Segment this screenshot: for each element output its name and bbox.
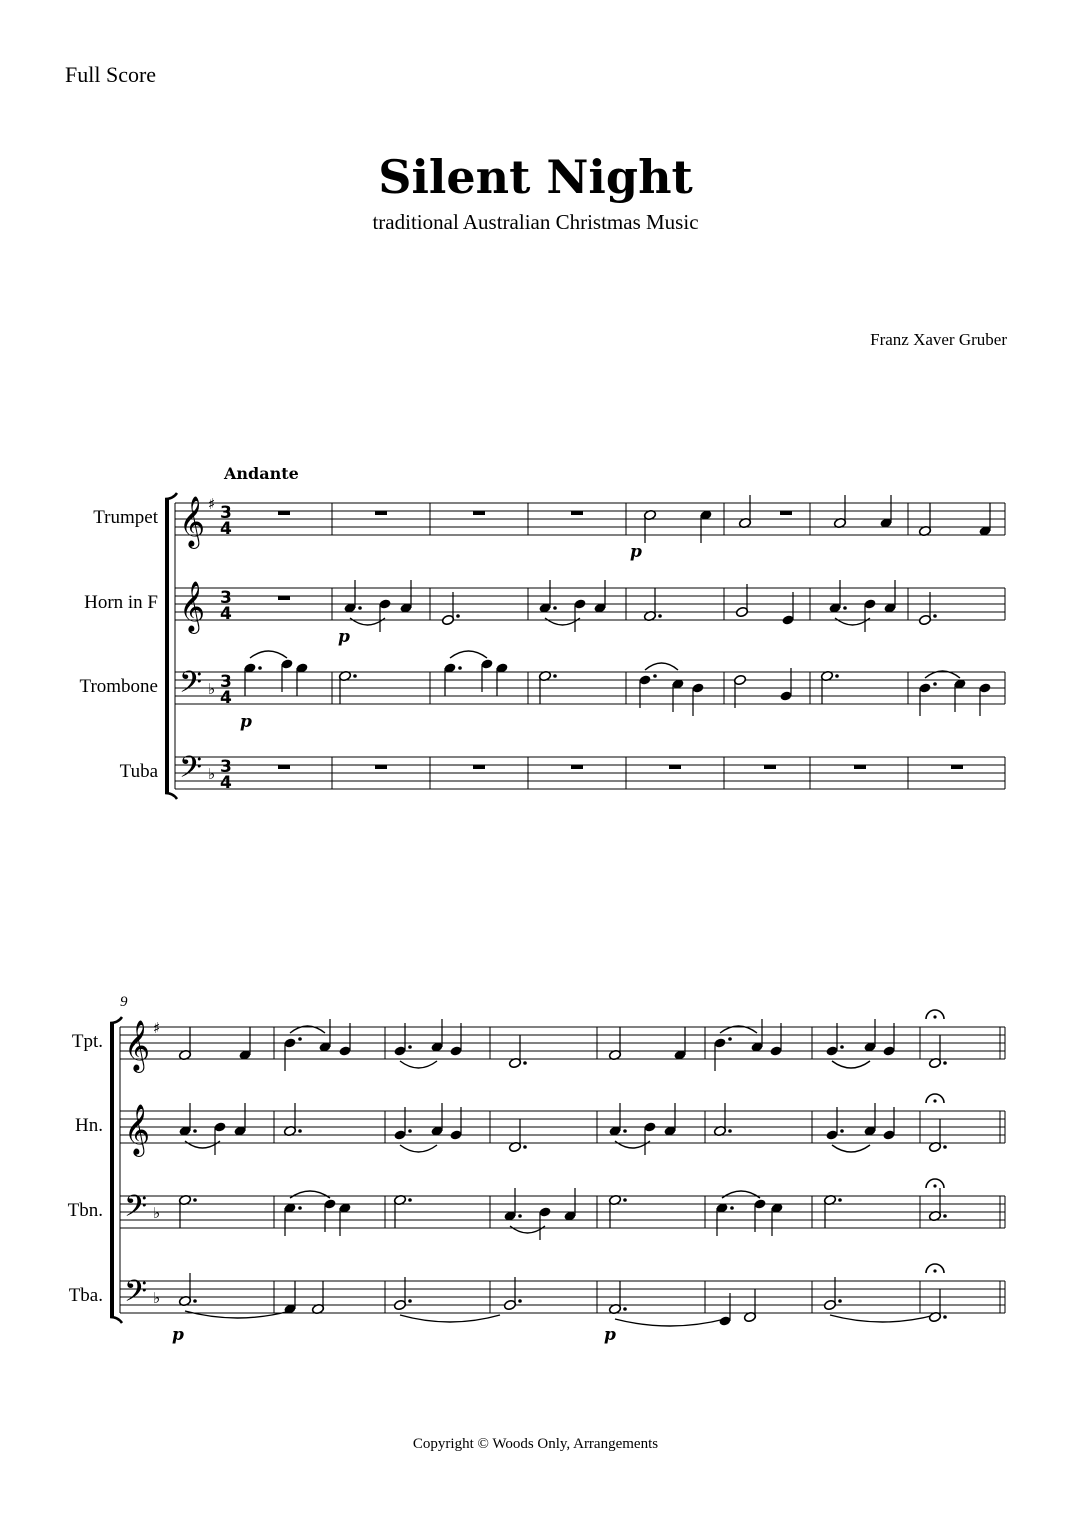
whole-rest — [278, 511, 290, 515]
instrument-label-trombone: Trombone — [79, 676, 158, 697]
sharp-icon: ♯ — [153, 1019, 161, 1037]
instrument-label-tuba: Tuba — [119, 761, 158, 782]
instrument-label-trumpet: Trumpet — [93, 507, 158, 528]
slur — [450, 651, 487, 658]
dot — [933, 682, 937, 686]
bracket-top — [165, 493, 177, 499]
flat-icon: ♭ — [153, 1204, 161, 1222]
bass-clef-icon: 𝄢 — [179, 751, 203, 792]
dot — [298, 1206, 302, 1210]
slur — [400, 1315, 500, 1322]
time-signature-top: 3 — [220, 588, 232, 608]
composer-name: Franz Xaver Gruber — [870, 330, 1007, 349]
whole-rest — [571, 765, 583, 769]
dot — [840, 1129, 844, 1133]
dot — [298, 1129, 302, 1133]
whole-rest — [473, 511, 485, 515]
dot — [408, 1299, 412, 1303]
dot — [553, 674, 557, 678]
treble-clef-icon: 𝄞 — [179, 581, 206, 632]
fermata-dot — [933, 1099, 936, 1102]
system-1 — [165, 493, 1005, 799]
whole-rest — [278, 596, 290, 600]
page-subtitle: traditional Australian Christmas Music — [372, 210, 699, 234]
slur — [722, 1191, 760, 1198]
bracket-top — [110, 1017, 122, 1023]
time-signature-bottom: 4 — [220, 688, 232, 708]
treble-clef-icon: 𝄞 — [124, 1020, 151, 1071]
dot — [838, 1198, 842, 1202]
dot — [553, 606, 557, 610]
whole-rest — [375, 765, 387, 769]
slur — [400, 1061, 437, 1068]
slur — [400, 1145, 437, 1152]
slur — [250, 651, 287, 658]
dynamic-marking: p — [338, 627, 350, 647]
dot — [843, 606, 847, 610]
slur — [290, 1191, 330, 1198]
bass-clef-icon: 𝄢 — [124, 1275, 148, 1316]
dot — [353, 674, 357, 678]
dot — [518, 1299, 522, 1303]
page-title: Silent Night — [378, 150, 693, 204]
instrument-label-horn: Horn in F — [84, 592, 158, 613]
system-2 — [110, 1010, 1005, 1345]
dot — [623, 1129, 627, 1133]
dot — [458, 666, 462, 670]
full-score-label: Full Score — [65, 62, 157, 87]
time-signature-top: 3 — [220, 672, 232, 692]
dot — [943, 1145, 947, 1149]
dot — [298, 1037, 302, 1041]
slur — [832, 1061, 870, 1068]
dynamic-marking: p — [172, 1325, 184, 1345]
dynamic-marking: p — [604, 1325, 616, 1345]
dot — [840, 1045, 844, 1049]
dot — [523, 1061, 527, 1065]
dot — [728, 1037, 732, 1041]
dot — [623, 1198, 627, 1202]
dot — [408, 1198, 412, 1202]
dot — [730, 1206, 734, 1210]
flat-icon: ♭ — [153, 1289, 161, 1307]
time-signature-bottom: 4 — [220, 604, 232, 624]
sharp-icon: ♯ — [208, 495, 216, 513]
copyright-footer: Copyright © Woods Only, Arrangements — [412, 1436, 659, 1452]
dot — [358, 606, 362, 610]
bracket-bottom — [165, 793, 177, 799]
flat-icon: ♭ — [208, 765, 216, 783]
dot — [408, 1045, 412, 1049]
whole-rest — [780, 511, 792, 515]
instrument-label-tba: Tba. — [68, 1285, 103, 1306]
fermata-dot — [933, 1184, 936, 1187]
instrument-label-hn: Hn. — [75, 1115, 103, 1136]
time-signature-bottom: 4 — [220, 519, 232, 539]
instrument-label-tpt: Tpt. — [71, 1031, 103, 1052]
fermata-dot — [933, 1015, 936, 1018]
slur — [615, 1319, 725, 1326]
dot — [933, 614, 937, 618]
measure-number: 9 — [120, 994, 128, 1010]
dot — [193, 1129, 197, 1133]
dot — [518, 1214, 522, 1218]
whole-rest — [571, 511, 583, 515]
whole-rest — [669, 765, 681, 769]
bracket-bottom — [110, 1317, 122, 1323]
dot — [258, 666, 262, 670]
dynamic-marking: p — [240, 712, 252, 732]
time-signature-top: 3 — [220, 757, 232, 777]
whole-rest — [278, 765, 290, 769]
dot — [456, 614, 460, 618]
dynamic-marking: p — [630, 542, 642, 562]
dot — [193, 1198, 197, 1202]
dot — [943, 1214, 947, 1218]
slur — [830, 1315, 935, 1322]
fermata-dot — [933, 1269, 936, 1272]
bass-clef-icon: 𝄢 — [124, 1190, 148, 1231]
slur — [832, 1145, 870, 1152]
dot — [193, 1299, 197, 1303]
flat-icon: ♭ — [208, 680, 216, 698]
dot — [838, 1299, 842, 1303]
dot — [658, 614, 662, 618]
dot — [943, 1061, 947, 1065]
time-signature-bottom: 4 — [220, 773, 232, 793]
slur — [645, 663, 678, 670]
whole-rest — [951, 765, 963, 769]
dot — [943, 1315, 947, 1319]
instrument-label-tbn: Tbn. — [67, 1200, 103, 1221]
bass-clef-icon: 𝄢 — [179, 666, 203, 707]
tempo-marking: Andante — [224, 464, 299, 483]
treble-clef-icon: 𝄞 — [124, 1104, 151, 1155]
dot — [835, 674, 839, 678]
treble-clef-icon: 𝄞 — [179, 496, 206, 547]
dot — [408, 1129, 412, 1133]
whole-rest — [764, 765, 776, 769]
dot — [653, 674, 657, 678]
whole-rest — [375, 511, 387, 515]
dot — [728, 1129, 732, 1133]
dot — [623, 1307, 627, 1311]
whole-rest — [473, 765, 485, 769]
dot — [523, 1145, 527, 1149]
time-signature-top: 3 — [220, 503, 232, 523]
whole-rest — [854, 765, 866, 769]
